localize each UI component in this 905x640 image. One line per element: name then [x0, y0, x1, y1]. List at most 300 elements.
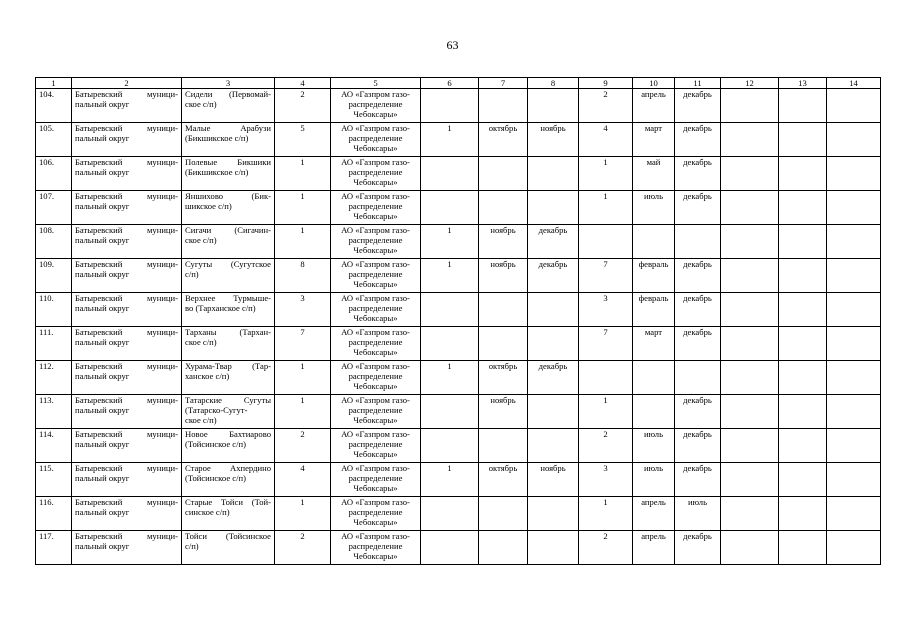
district-cell-line: Батыревский муници- — [75, 395, 178, 405]
col12-cell — [721, 191, 779, 225]
district-cell — [72, 531, 182, 565]
col10-cell — [633, 395, 675, 429]
col12-cell — [721, 293, 779, 327]
count-cell: 1 — [275, 497, 331, 531]
district-cell-line: пальный округ — [75, 371, 130, 381]
district-cell — [72, 293, 182, 327]
table-row — [36, 191, 881, 225]
table-row — [36, 395, 881, 429]
col10-cell — [633, 361, 675, 395]
count-cell: 2 — [275, 89, 331, 123]
col8-cell: ноябрь — [528, 463, 579, 497]
organization-cell-line: Чебоксары» — [353, 177, 398, 187]
organization-cell-line: распределение — [348, 201, 403, 211]
col6-cell — [421, 293, 479, 327]
col6-cell: 1 — [421, 361, 479, 395]
settlement-cell-line: Тарханы (Тархан- — [185, 327, 271, 337]
district-cell-line: пальный округ — [75, 337, 130, 347]
organization-cell-line: распределение — [348, 473, 403, 483]
organization-cell — [331, 191, 421, 225]
col13-cell — [779, 293, 827, 327]
col10-cell: апрель — [633, 89, 675, 123]
row-number: 108. — [36, 225, 72, 259]
column-number-5: 5 — [331, 78, 421, 89]
table-row — [36, 327, 881, 361]
organization-cell-line: АО «Газпром газо- — [341, 89, 410, 99]
organization-cell — [331, 327, 421, 361]
table-row — [36, 157, 881, 191]
district-cell — [72, 463, 182, 497]
col7-cell — [479, 497, 528, 531]
organization-cell — [331, 429, 421, 463]
col14-cell — [827, 123, 881, 157]
settlement-cell-line: ское с/п) — [185, 235, 217, 245]
settlement-cell — [182, 429, 275, 463]
col12-cell — [721, 225, 779, 259]
district-cell-line: Батыревский муници- — [75, 497, 178, 507]
col7-cell — [479, 327, 528, 361]
organization-cell-line: АО «Газпром газо- — [341, 225, 410, 235]
organization-cell — [331, 89, 421, 123]
column-number-1: 1 — [36, 78, 72, 89]
col10-cell — [633, 225, 675, 259]
col13-cell — [779, 463, 827, 497]
col10-cell: апрель — [633, 497, 675, 531]
col12-cell — [721, 157, 779, 191]
column-number-2: 2 — [72, 78, 182, 89]
col8-cell: декабрь — [528, 259, 579, 293]
district-cell-line: пальный округ — [75, 235, 130, 245]
row-number: 110. — [36, 293, 72, 327]
col6-cell — [421, 531, 479, 565]
settlement-cell-line: (Тойсинское с/п) — [185, 439, 246, 449]
col9-cell: 2 — [579, 89, 633, 123]
organization-cell — [331, 123, 421, 157]
settlement-cell — [182, 157, 275, 191]
col9-cell: 7 — [579, 259, 633, 293]
organization-cell — [331, 463, 421, 497]
organization-cell-line: АО «Газпром газо- — [341, 463, 410, 473]
page-number: 63 — [446, 38, 459, 52]
col6-cell — [421, 327, 479, 361]
row-number: 107. — [36, 191, 72, 225]
row-number: 114. — [36, 429, 72, 463]
col9-cell: 4 — [579, 123, 633, 157]
col12-cell — [721, 259, 779, 293]
organization-cell-line: АО «Газпром газо- — [341, 429, 410, 439]
col8-cell — [528, 89, 579, 123]
col6-cell: 1 — [421, 123, 479, 157]
district-cell — [72, 191, 182, 225]
col9-cell: 1 — [579, 395, 633, 429]
district-cell-line: пальный округ — [75, 303, 130, 313]
district-cell-line: Батыревский муници- — [75, 123, 178, 133]
organization-cell-line: распределение — [348, 167, 403, 177]
organization-cell-line: распределение — [348, 303, 403, 313]
organization-cell — [331, 395, 421, 429]
col11-cell: декабрь — [675, 191, 721, 225]
organization-cell-line: АО «Газпром газо- — [341, 259, 410, 269]
column-number-10: 10 — [633, 78, 675, 89]
column-number-4: 4 — [275, 78, 331, 89]
col8-cell: ноябрь — [528, 123, 579, 157]
table-row — [36, 89, 881, 123]
organization-cell-line: распределение — [348, 371, 403, 381]
col6-cell — [421, 429, 479, 463]
district-cell-line: Батыревский муници- — [75, 463, 178, 473]
district-cell — [72, 225, 182, 259]
col7-cell — [479, 429, 528, 463]
col10-cell: июль — [633, 191, 675, 225]
settlement-cell-line: Полевые Бикшики — [185, 157, 271, 167]
col10-cell: март — [633, 327, 675, 361]
district-cell-line: пальный округ — [75, 439, 130, 449]
settlement-cell-line: Тойси (Тойсинское — [185, 531, 271, 541]
col14-cell — [827, 497, 881, 531]
organization-cell-line: Чебоксары» — [353, 517, 398, 527]
column-number-3: 3 — [182, 78, 275, 89]
settlement-cell — [182, 395, 275, 429]
organization-cell-line: Чебоксары» — [353, 313, 398, 323]
organization-cell-line: АО «Газпром газо- — [341, 395, 410, 405]
organization-cell — [331, 259, 421, 293]
col7-cell — [479, 157, 528, 191]
settlement-cell — [182, 123, 275, 157]
settlement-cell-line: Яншихово (Бик- — [185, 191, 271, 201]
col13-cell — [779, 531, 827, 565]
col10-cell: апрель — [633, 531, 675, 565]
col9-cell — [579, 361, 633, 395]
organization-cell-line: распределение — [348, 507, 403, 517]
col12-cell — [721, 429, 779, 463]
col11-cell: декабрь — [675, 293, 721, 327]
col7-cell — [479, 89, 528, 123]
col12-cell — [721, 89, 779, 123]
col14-cell — [827, 89, 881, 123]
settlement-cell — [182, 327, 275, 361]
column-number-9: 9 — [579, 78, 633, 89]
col8-cell — [528, 497, 579, 531]
district-cell-line: Батыревский муници- — [75, 225, 178, 235]
organization-cell-line: Чебоксары» — [353, 279, 398, 289]
col14-cell — [827, 327, 881, 361]
organization-cell-line: АО «Газпром газо- — [341, 497, 410, 507]
organization-cell-line: Чебоксары» — [353, 449, 398, 459]
settlement-cell-line: Сидели (Первомай- — [185, 89, 271, 99]
col11-cell: декабрь — [675, 429, 721, 463]
col8-cell: декабрь — [528, 361, 579, 395]
col14-cell — [827, 429, 881, 463]
col6-cell: 1 — [421, 463, 479, 497]
district-cell-line: Батыревский муници- — [75, 293, 178, 303]
col13-cell — [779, 191, 827, 225]
district-cell-line: пальный округ — [75, 405, 130, 415]
organization-cell-line: распределение — [348, 337, 403, 347]
col8-cell — [528, 429, 579, 463]
settlement-cell-line: Старые Тойси (Той- — [185, 497, 271, 507]
col12-cell — [721, 395, 779, 429]
col7-cell — [479, 191, 528, 225]
settlement-cell-line: (Татарско-Сугут- — [185, 405, 248, 415]
col14-cell — [827, 225, 881, 259]
col7-cell: ноябрь — [479, 259, 528, 293]
district-cell-line: пальный округ — [75, 507, 130, 517]
settlement-cell — [182, 497, 275, 531]
col11-cell: декабрь — [675, 463, 721, 497]
row-number: 116. — [36, 497, 72, 531]
col13-cell — [779, 157, 827, 191]
column-number-12: 12 — [721, 78, 779, 89]
col12-cell — [721, 531, 779, 565]
organization-cell-line: распределение — [348, 541, 403, 551]
count-cell: 1 — [275, 225, 331, 259]
col11-cell: декабрь — [675, 89, 721, 123]
settlement-cell-line: Старое Ахпердино — [185, 463, 271, 473]
col13-cell — [779, 361, 827, 395]
col14-cell — [827, 395, 881, 429]
district-cell-line: пальный округ — [75, 541, 130, 551]
settlement-cell — [182, 531, 275, 565]
col6-cell — [421, 89, 479, 123]
col14-cell — [827, 463, 881, 497]
district-cell — [72, 89, 182, 123]
organization-cell-line: распределение — [348, 439, 403, 449]
column-number-11: 11 — [675, 78, 721, 89]
col11-cell: декабрь — [675, 327, 721, 361]
table-row — [36, 225, 881, 259]
col13-cell — [779, 429, 827, 463]
col10-cell: июль — [633, 463, 675, 497]
col8-cell: декабрь — [528, 225, 579, 259]
table-row — [36, 463, 881, 497]
count-cell: 2 — [275, 429, 331, 463]
table-row — [36, 429, 881, 463]
table-body — [36, 89, 881, 565]
settlement-cell-line: шикское с/п) — [185, 201, 232, 211]
row-number: 115. — [36, 463, 72, 497]
district-cell — [72, 123, 182, 157]
col7-cell: октябрь — [479, 463, 528, 497]
col13-cell — [779, 395, 827, 429]
organization-cell-line: распределение — [348, 99, 403, 109]
district-cell-line: Батыревский муници- — [75, 191, 178, 201]
settlement-cell-line: ское с/п) — [185, 99, 217, 109]
district-cell-line: пальный округ — [75, 269, 130, 279]
organization-cell — [331, 497, 421, 531]
table-row — [36, 361, 881, 395]
col8-cell — [528, 327, 579, 361]
district-cell — [72, 259, 182, 293]
district-cell-line: Батыревский муници- — [75, 361, 178, 371]
col9-cell: 1 — [579, 191, 633, 225]
col9-cell: 3 — [579, 293, 633, 327]
settlement-cell-line: синское с/п) — [185, 507, 230, 517]
district-cell — [72, 497, 182, 531]
organization-cell-line: Чебоксары» — [353, 109, 398, 119]
settlement-cell-line: Татарские Сугуты — [185, 395, 271, 405]
organization-cell-line: Чебоксары» — [353, 211, 398, 221]
district-cell — [72, 429, 182, 463]
settlement-cell-line: Верхнее Турмыше- — [185, 293, 271, 303]
organization-cell — [331, 293, 421, 327]
count-cell: 5 — [275, 123, 331, 157]
row-number: 112. — [36, 361, 72, 395]
organization-cell-line: АО «Газпром газо- — [341, 157, 410, 167]
col9-cell: 2 — [579, 429, 633, 463]
col13-cell — [779, 225, 827, 259]
col13-cell — [779, 123, 827, 157]
row-number: 111. — [36, 327, 72, 361]
settlement-cell-line: (Бикшикское с/п) — [185, 167, 249, 177]
organization-cell — [331, 157, 421, 191]
col8-cell — [528, 293, 579, 327]
organization-cell-line: АО «Газпром газо- — [341, 123, 410, 133]
column-number-14: 14 — [827, 78, 881, 89]
count-cell: 2 — [275, 531, 331, 565]
settlement-cell — [182, 463, 275, 497]
col8-cell — [528, 395, 579, 429]
district-cell — [72, 395, 182, 429]
settlement-cell-line: с/п) — [185, 269, 199, 279]
column-number-6: 6 — [421, 78, 479, 89]
col11-cell: июль — [675, 497, 721, 531]
district-cell-line: пальный округ — [75, 201, 130, 211]
district-cell-line: Батыревский муници- — [75, 429, 178, 439]
col10-cell: февраль — [633, 259, 675, 293]
column-number-7: 7 — [479, 78, 528, 89]
col7-cell: ноябрь — [479, 395, 528, 429]
col8-cell — [528, 531, 579, 565]
col12-cell — [721, 361, 779, 395]
district-cell-line: Батыревский муници- — [75, 89, 178, 99]
settlement-cell-line: ское с/п) — [185, 415, 217, 425]
organization-cell — [331, 531, 421, 565]
column-number-8: 8 — [528, 78, 579, 89]
settlement-cell-line: Новое Бахтиарово — [185, 429, 271, 439]
col6-cell — [421, 395, 479, 429]
column-number-row — [36, 78, 881, 89]
col9-cell: 7 — [579, 327, 633, 361]
organization-cell-line: АО «Газпром газо- — [341, 293, 410, 303]
count-cell: 1 — [275, 395, 331, 429]
count-cell: 8 — [275, 259, 331, 293]
settlement-cell-line: ханское с/п) — [185, 371, 230, 381]
organization-cell-line: Чебоксары» — [353, 483, 398, 493]
col8-cell — [528, 191, 579, 225]
col10-cell: июль — [633, 429, 675, 463]
col12-cell — [721, 497, 779, 531]
settlement-cell-line: во (Тарханское с/п) — [185, 303, 256, 313]
organization-cell-line: Чебоксары» — [353, 381, 398, 391]
col11-cell: декабрь — [675, 157, 721, 191]
count-cell: 7 — [275, 327, 331, 361]
col9-cell: 3 — [579, 463, 633, 497]
col9-cell: 1 — [579, 157, 633, 191]
district-cell-line: пальный округ — [75, 133, 130, 143]
settlement-cell — [182, 293, 275, 327]
district-cell-line: пальный округ — [75, 473, 130, 483]
col13-cell — [779, 89, 827, 123]
col11-cell — [675, 361, 721, 395]
district-cell-line: Батыревский муници- — [75, 157, 178, 167]
col6-cell — [421, 157, 479, 191]
settlement-cell-line: Хурама-Твар (Тар- — [185, 361, 271, 371]
col13-cell — [779, 497, 827, 531]
row-number: 109. — [36, 259, 72, 293]
col9-cell: 2 — [579, 531, 633, 565]
col14-cell — [827, 361, 881, 395]
organization-cell-line: Чебоксары» — [353, 415, 398, 425]
col7-cell — [479, 293, 528, 327]
col7-cell: октябрь — [479, 361, 528, 395]
settlement-cell — [182, 361, 275, 395]
col14-cell — [827, 531, 881, 565]
col9-cell: 1 — [579, 497, 633, 531]
settlement-cell-line: Малые Арабузи — [185, 123, 271, 133]
settlement-cell-line: Сугуты (Сугутское — [185, 259, 271, 269]
count-cell: 1 — [275, 191, 331, 225]
row-number: 106. — [36, 157, 72, 191]
organization-cell-line: АО «Газпром газо- — [341, 191, 410, 201]
col12-cell — [721, 463, 779, 497]
district-cell-line: Батыревский муници- — [75, 531, 178, 541]
row-number: 113. — [36, 395, 72, 429]
organization-cell-line: АО «Газпром газо- — [341, 531, 410, 541]
settlement-cell-line: с/п) — [185, 541, 199, 551]
district-cell-line: пальный округ — [75, 99, 130, 109]
organization-cell-line: распределение — [348, 269, 403, 279]
organization-cell — [331, 225, 421, 259]
col11-cell: декабрь — [675, 259, 721, 293]
settlement-cell-line: (Бикшикское с/п) — [185, 133, 249, 143]
count-cell: 1 — [275, 361, 331, 395]
district-cell-line: пальный округ — [75, 167, 130, 177]
col14-cell — [827, 157, 881, 191]
col11-cell: декабрь — [675, 531, 721, 565]
col14-cell — [827, 191, 881, 225]
settlement-cell — [182, 259, 275, 293]
col10-cell: март — [633, 123, 675, 157]
row-number: 105. — [36, 123, 72, 157]
settlement-cell-line: Сигачи (Сигачин- — [185, 225, 271, 235]
settlement-cell — [182, 89, 275, 123]
organization-cell-line: Чебоксары» — [353, 143, 398, 153]
col6-cell: 1 — [421, 225, 479, 259]
table-row — [36, 497, 881, 531]
schedule-table — [35, 77, 881, 565]
col14-cell — [827, 259, 881, 293]
table-row — [36, 123, 881, 157]
col12-cell — [721, 327, 779, 361]
col13-cell — [779, 327, 827, 361]
col7-cell — [479, 531, 528, 565]
col13-cell — [779, 259, 827, 293]
count-cell: 3 — [275, 293, 331, 327]
col10-cell: февраль — [633, 293, 675, 327]
settlement-cell-line: ское с/п) — [185, 337, 217, 347]
table-row — [36, 293, 881, 327]
settlement-cell — [182, 191, 275, 225]
settlement-cell — [182, 225, 275, 259]
col11-cell: декабрь — [675, 123, 721, 157]
col14-cell — [827, 293, 881, 327]
table-row — [36, 531, 881, 565]
district-cell-line: Батыревский муници- — [75, 259, 178, 269]
table-row — [36, 259, 881, 293]
organization-cell-line: распределение — [348, 405, 403, 415]
district-cell — [72, 361, 182, 395]
district-cell — [72, 327, 182, 361]
